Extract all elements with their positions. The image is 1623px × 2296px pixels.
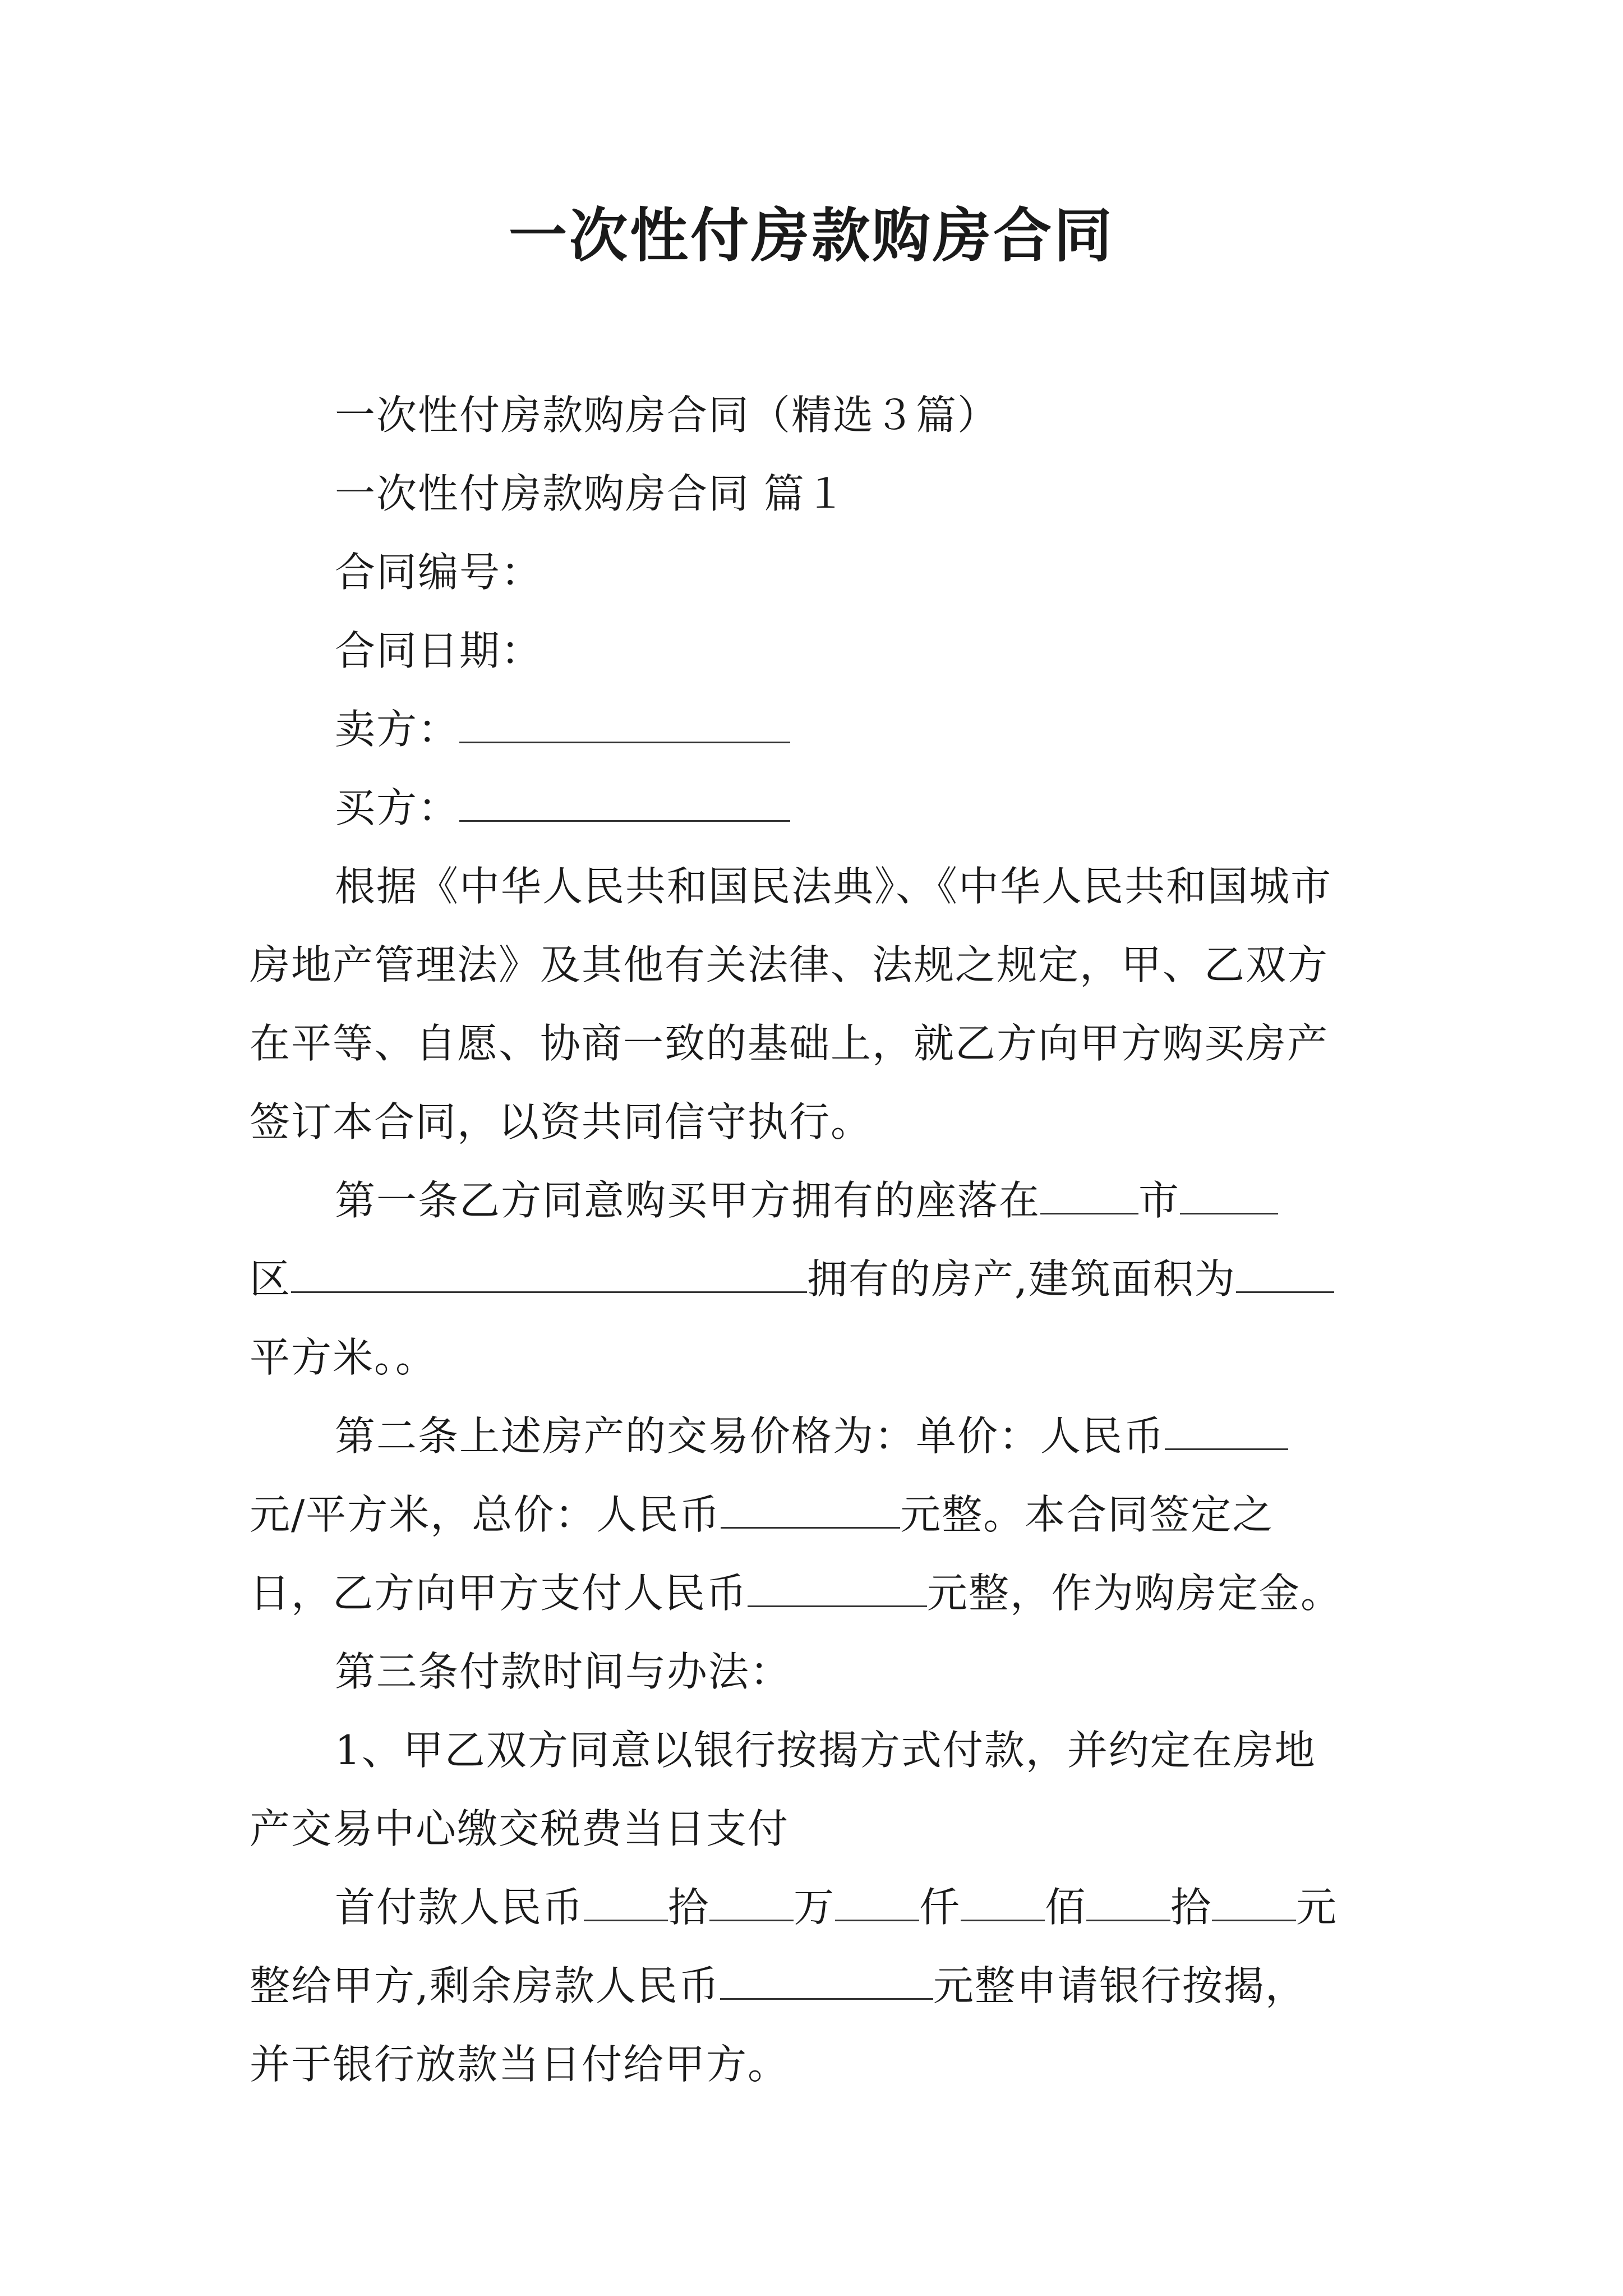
unit-price-blank — [1165, 1404, 1288, 1450]
buyer-blank — [459, 775, 790, 822]
intro-line-2: 房地产管理法》及其他有关法律、法规之规定，甲、乙双方 — [250, 941, 1329, 988]
article-2-text-d: 日，乙方向甲方支付人民币 — [250, 1570, 748, 1617]
intro-line-1: 根据《中华人民共和国民法典》、《中华人民共和国城市 — [335, 863, 1332, 910]
article-2-line-1 — [250, 1397, 1377, 1475]
buyer-line — [250, 769, 1377, 847]
article-2-line-2 — [250, 1475, 1377, 1554]
blank-2 — [709, 1875, 794, 1921]
remaining-line-2: 并于银行放款当日付给甲方。 — [250, 2041, 790, 2088]
intro-line-3: 在平等、自愿、协商一致的基础上，就乙方向甲方购买房产 — [250, 1020, 1329, 1067]
city-blank — [1040, 1168, 1138, 1214]
district-blank — [1180, 1168, 1278, 1214]
part-heading: 一次性付房款购房合同 篇１ — [335, 470, 847, 517]
article-1-text-d: 拥有的房产,建筑面积为 — [807, 1255, 1236, 1303]
article-1-line-3: 平方米。。 — [250, 1334, 437, 1381]
subtitle: 一次性付房款购房合同（精选３篇） — [335, 392, 999, 439]
article-2-text-a: 第二条上述房产的交易价格为：单价：人民币 — [335, 1412, 1165, 1460]
unit-wan: 万 — [794, 1884, 836, 1931]
deposit-blank — [748, 1561, 927, 1607]
article-1-line-1 — [250, 1161, 1377, 1240]
unit-shi-1: 拾 — [668, 1884, 710, 1931]
article-1-text-a: 第一条乙方同意购买甲方拥有的座落在 — [335, 1177, 1041, 1224]
blank-1 — [584, 1875, 668, 1921]
unit-bai: 佰 — [1045, 1884, 1087, 1931]
unit-yuan: 元 — [1296, 1884, 1338, 1931]
address-blank — [291, 1246, 807, 1293]
area-blank — [1236, 1246, 1334, 1293]
remaining-line-1 — [250, 1947, 1377, 2025]
intro-line-4: 签订本合同，以资共同信守执行。 — [250, 1098, 873, 1145]
remaining-blank — [720, 1953, 933, 2000]
seller-blank — [459, 697, 790, 743]
article-1-text-b: 市 — [1138, 1177, 1181, 1224]
contract-number-label: 合同编号： — [335, 549, 543, 596]
remaining-text-b: 元整申请银行按揭， — [933, 1962, 1307, 2009]
article-2-line-3 — [250, 1554, 1377, 1632]
contract-date-label: 合同日期： — [335, 627, 543, 674]
seller-line — [250, 690, 1377, 769]
total-price-blank — [721, 1482, 900, 1529]
remaining-text-a: 整给甲方,剩余房款人民币 — [250, 1962, 720, 2009]
document-body — [250, 376, 1377, 2104]
down-payment-label: 首付款人民币 — [335, 1884, 584, 1931]
blank-4 — [961, 1875, 1045, 1921]
article-2-text-c: 元整。本合同签定之 — [900, 1491, 1274, 1538]
blank-3 — [835, 1875, 919, 1921]
down-payment-line — [250, 1868, 1377, 1947]
article-3-heading: 第三条付款时间与办法： — [335, 1648, 792, 1695]
article-1-line-2 — [250, 1240, 1377, 1318]
blank-5 — [1086, 1875, 1170, 1921]
unit-shi-2: 拾 — [1170, 1884, 1212, 1931]
item-1-line-1: 1、甲乙双方同意以银行按揭方式付款，并约定在房地 — [335, 1727, 1316, 1774]
article-2-text-e: 元整，作为购房定金。 — [927, 1570, 1343, 1617]
seller-label: 卖方： — [335, 706, 460, 753]
document-title: 一次性付房款购房合同 — [508, 201, 1114, 270]
article-2-text-b: 元/平方米，总价：人民币 — [250, 1491, 721, 1538]
item-1-line-2: 产交易中心缴交税费当日支付 — [250, 1805, 790, 1852]
blank-6 — [1212, 1875, 1296, 1921]
unit-qian: 仟 — [919, 1884, 961, 1931]
buyer-label: 买方： — [335, 784, 460, 831]
article-1-text-c: 区 — [250, 1255, 292, 1303]
